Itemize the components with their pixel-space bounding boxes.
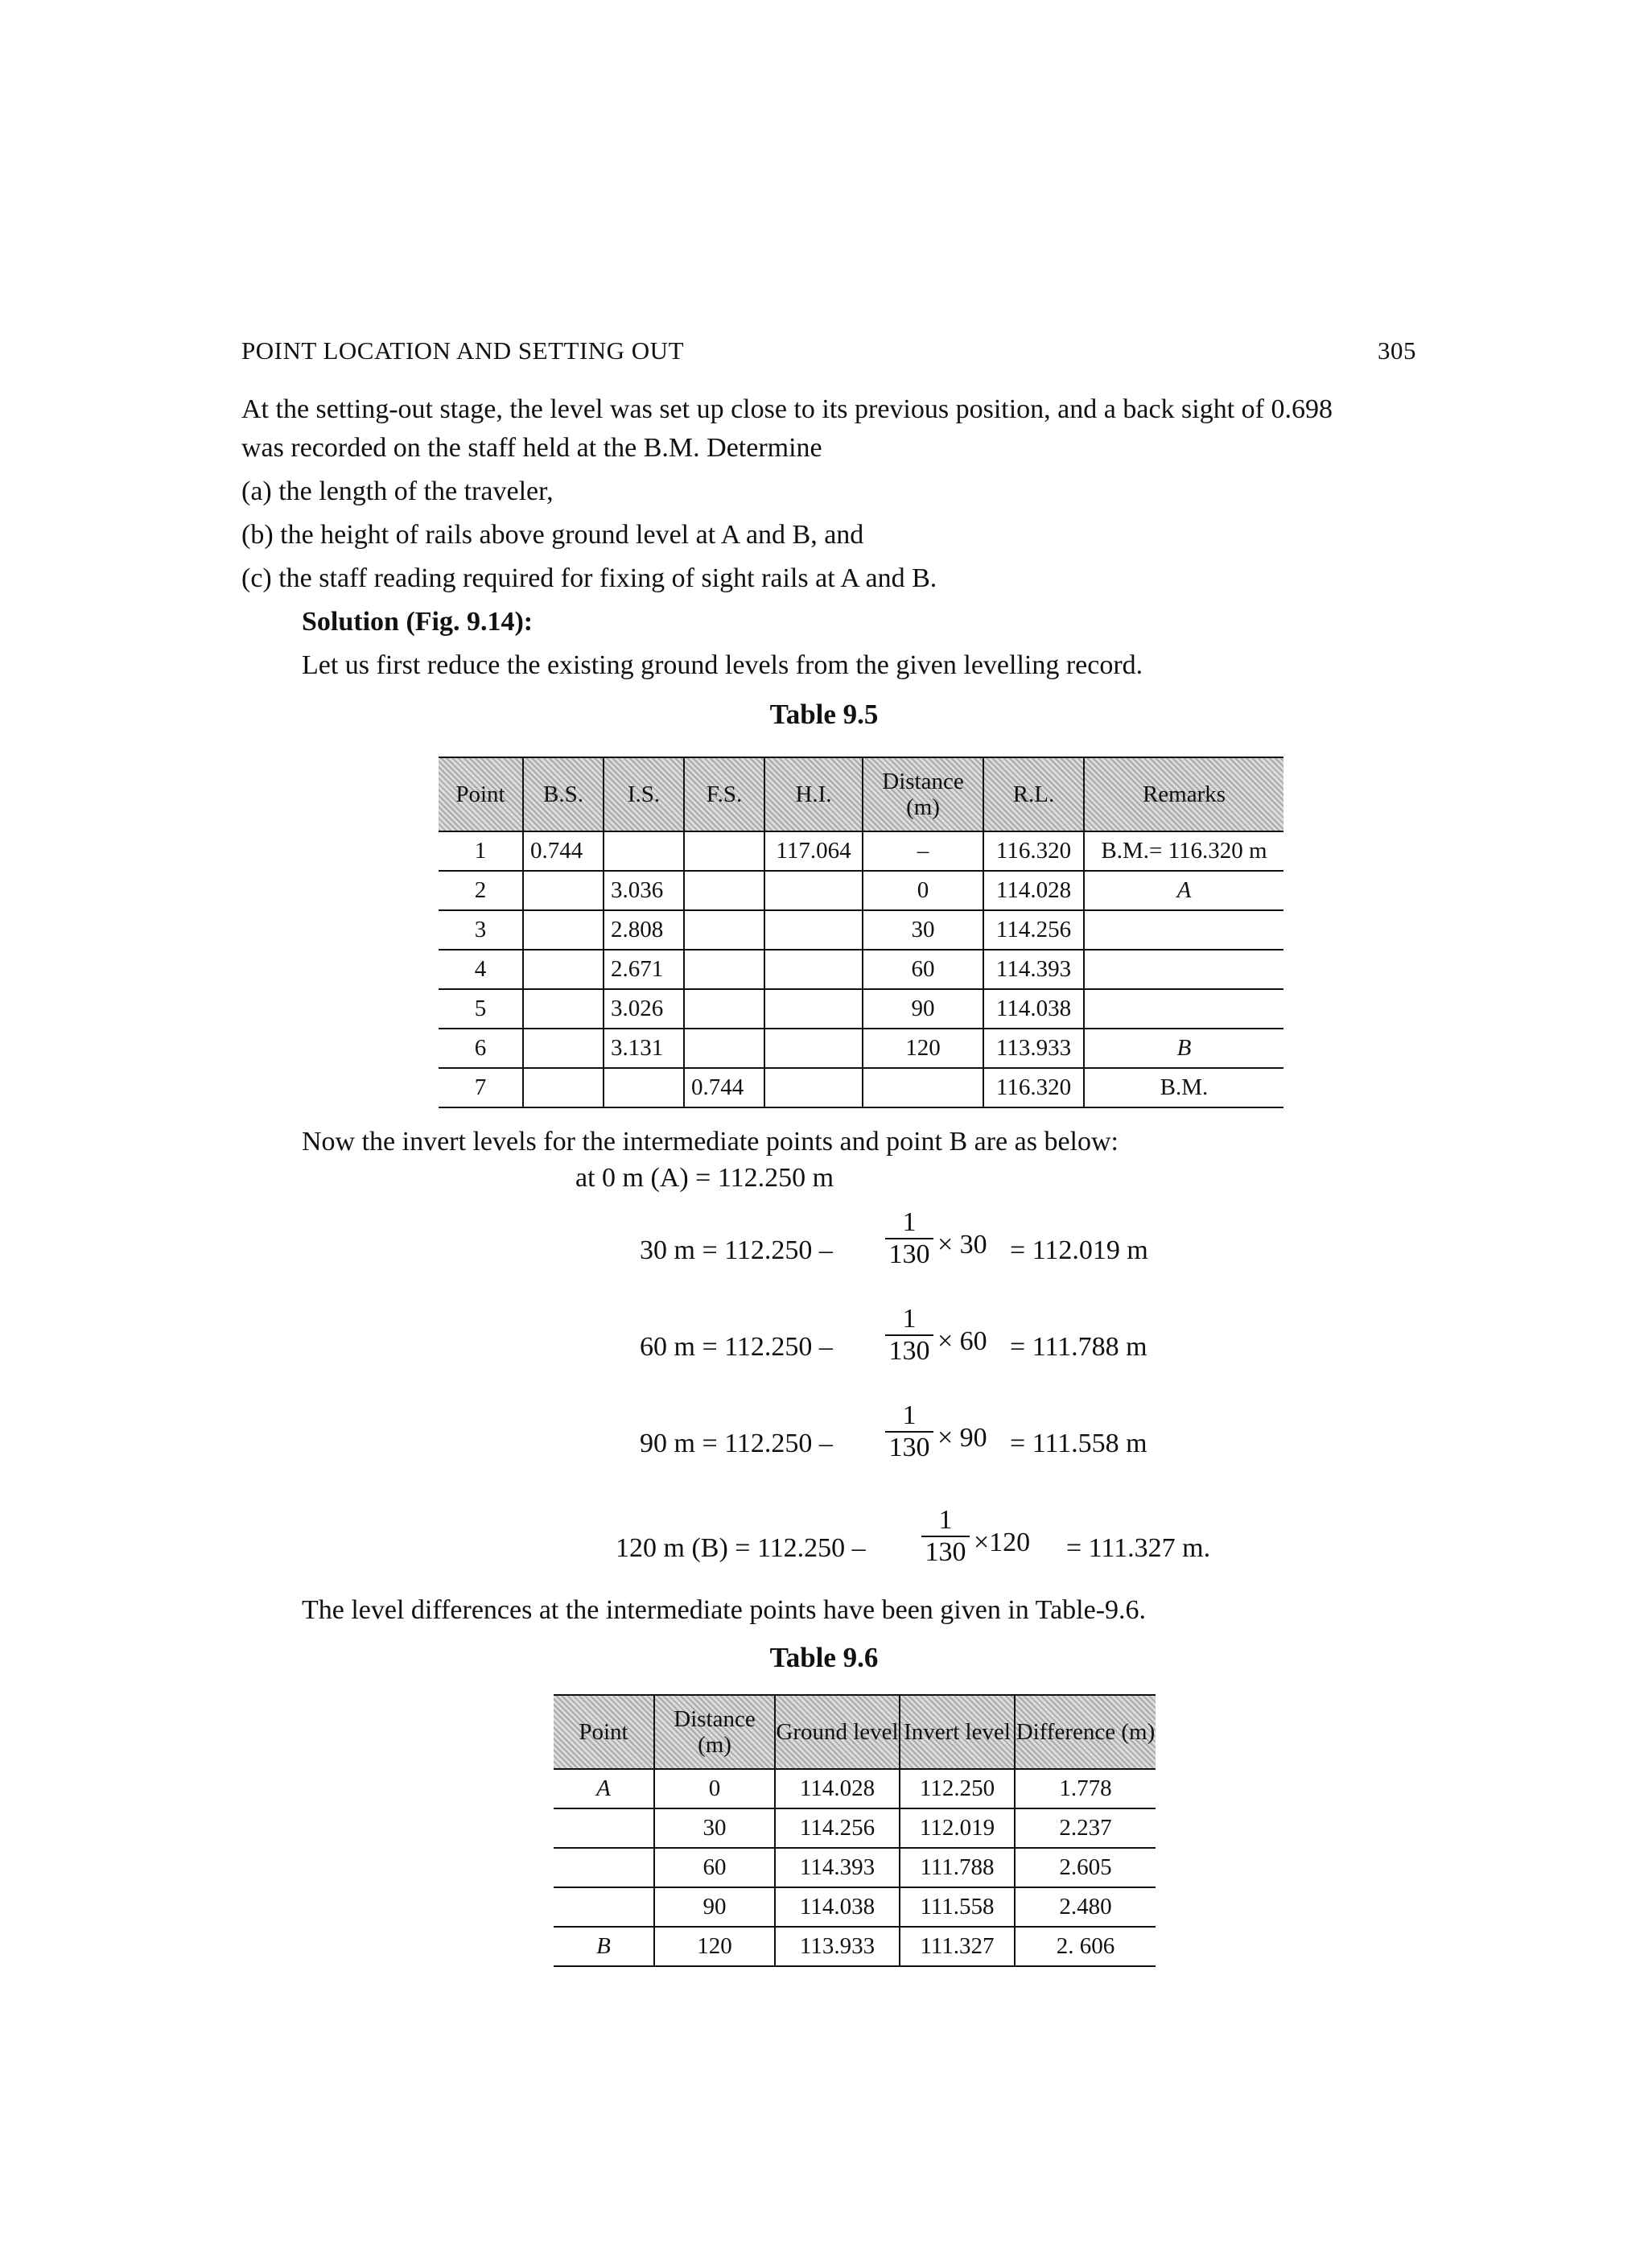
table-row	[439, 989, 1283, 1029]
fraction-numerator: 1	[938, 1505, 953, 1535]
equation-result: = 111.558 m	[1010, 1429, 1147, 1458]
table-row	[439, 1068, 1283, 1107]
header-cell: Distance (m)	[654, 1695, 775, 1769]
fraction-denominator: 130	[888, 1239, 930, 1269]
page-number: 305	[1378, 336, 1416, 365]
table-cell	[764, 910, 863, 950]
table-cell: B	[1084, 1029, 1283, 1068]
table-cell: 60	[863, 950, 983, 989]
table-row	[439, 910, 1283, 950]
table-cell: 120	[863, 1029, 983, 1068]
equation-result: = 111.788 m	[1010, 1332, 1147, 1362]
table-cell: 114.256	[983, 910, 1084, 950]
invert-level-a: at 0 m (A) = 112.250 m	[575, 1163, 834, 1193]
intro-line-2: was recorded on the staff held at the B.M. Determine	[241, 433, 822, 463]
header-cell: F.S.	[684, 757, 764, 831]
table-cell: 116.320	[983, 1068, 1084, 1107]
table-cell	[604, 831, 684, 871]
table-cell: 2.671	[604, 950, 684, 989]
header-cell: Distance (m)	[863, 757, 983, 831]
table-cell: 1.778	[1015, 1769, 1156, 1808]
table-cell: 90	[863, 989, 983, 1029]
equation-lhs: 60 m = 112.250 –	[640, 1332, 833, 1362]
table-cell: 2.605	[1015, 1848, 1156, 1887]
table-cell	[523, 1068, 604, 1107]
question-b: (b) the height of rails above ground level at A and B, and	[241, 520, 864, 550]
table-cell: –	[863, 831, 983, 871]
table-cell	[684, 950, 764, 989]
question-c: (c) the staff reading required for fixing of sight rails at A and B.	[241, 563, 937, 593]
equation-lhs: 30 m = 112.250 –	[640, 1235, 833, 1265]
table-row	[554, 1887, 1156, 1927]
table-cell	[764, 871, 863, 910]
table-cell	[684, 1029, 764, 1068]
table-cell: 2.480	[1015, 1887, 1156, 1927]
equation-multiplier: × 90	[937, 1423, 987, 1453]
header-cell: Remarks	[1084, 757, 1283, 831]
table-9-6	[554, 1694, 1156, 1967]
table-cell: 6	[439, 1029, 523, 1068]
table-cell: 3	[439, 910, 523, 950]
table-cell: 1	[439, 831, 523, 871]
solution-heading: Solution (Fig. 9.14):	[302, 607, 534, 637]
table-cell: 3.026	[604, 989, 684, 1029]
fraction	[885, 1400, 933, 1463]
table-cell: 3.131	[604, 1029, 684, 1068]
fraction	[885, 1207, 933, 1270]
header-cell: B.S.	[523, 757, 604, 831]
table-cell: 112.019	[900, 1808, 1015, 1848]
fraction	[885, 1304, 933, 1367]
header-cell: Point	[554, 1695, 654, 1769]
table-cell: 113.933	[775, 1927, 900, 1966]
table-cell: 2.808	[604, 910, 684, 950]
table-cell	[1084, 910, 1283, 950]
table-cell	[554, 1808, 654, 1848]
table-header-row	[554, 1695, 1156, 1769]
table-cell: 2	[439, 871, 523, 910]
table-cell: B.M.= 116.320 m	[1084, 831, 1283, 871]
table-row	[554, 1848, 1156, 1887]
table-cell	[764, 989, 863, 1029]
table-cell	[554, 1887, 654, 1927]
header-cell: Ground level	[775, 1695, 900, 1769]
equation-multiplier: ×120	[974, 1528, 1031, 1557]
table-cell: 0.744	[523, 831, 604, 871]
table-cell: 114.256	[775, 1808, 900, 1848]
table-cell: 113.933	[983, 1029, 1084, 1068]
table-row	[554, 1808, 1156, 1848]
table-cell: 114.038	[983, 989, 1084, 1029]
table-row	[439, 831, 1283, 871]
table-cell	[684, 831, 764, 871]
table-9-6-caption: Table 9.6	[769, 1642, 879, 1673]
table-cell: 111.327	[900, 1927, 1015, 1966]
table-cell: A	[1084, 871, 1283, 910]
table-cell	[523, 989, 604, 1029]
table-cell	[1084, 950, 1283, 989]
table-cell: 4	[439, 950, 523, 989]
equation-result: = 111.327 m.	[1066, 1533, 1211, 1563]
table-cell: 0.744	[684, 1068, 764, 1107]
table-cell: 2.237	[1015, 1808, 1156, 1848]
level-differences-text: The level differences at the intermediate points have been given in Table-9.6.	[302, 1595, 1147, 1625]
table-9-5	[439, 757, 1283, 1108]
question-a: (a) the length of the traveler,	[241, 476, 554, 506]
header-cell: Invert level	[900, 1695, 1015, 1769]
table-row	[554, 1927, 1156, 1966]
solution-text: Let us first reduce the existing ground levels from the given levelling record.	[302, 650, 1143, 680]
equation-multiplier: × 60	[937, 1326, 987, 1356]
table-cell: 30	[863, 910, 983, 950]
table-cell: A	[554, 1769, 654, 1808]
fraction-numerator: 1	[902, 1304, 917, 1334]
table-cell	[764, 950, 863, 989]
fraction-denominator: 130	[925, 1537, 966, 1567]
chapter-title: POINT LOCATION AND SETTING OUT	[241, 336, 685, 365]
header-cell: I.S.	[604, 757, 684, 831]
table-cell	[523, 1029, 604, 1068]
table-cell	[684, 910, 764, 950]
table-cell	[684, 871, 764, 910]
equation-multiplier: × 30	[937, 1230, 987, 1260]
table-cell	[604, 1068, 684, 1107]
table-cell: 0	[863, 871, 983, 910]
header-cell: Point	[439, 757, 523, 831]
equation-lhs: 90 m = 112.250 –	[640, 1429, 833, 1458]
table-cell	[764, 1068, 863, 1107]
table-cell	[523, 910, 604, 950]
table-cell: 114.028	[983, 871, 1084, 910]
table-cell	[863, 1068, 983, 1107]
equation-lhs: 120 m (B) = 112.250 –	[616, 1533, 866, 1563]
table-cell	[764, 1029, 863, 1068]
table-cell: 60	[654, 1848, 775, 1887]
fraction	[921, 1505, 970, 1568]
table-cell: 112.250	[900, 1769, 1015, 1808]
table-cell: 5	[439, 989, 523, 1029]
fraction-denominator: 130	[888, 1336, 930, 1366]
table-row	[439, 1029, 1283, 1068]
table-header-row	[439, 757, 1283, 831]
invert-levels-intro: Now the invert levels for the intermediate points and point B are as below:	[302, 1127, 1119, 1157]
table-row	[439, 950, 1283, 989]
header-cell: R.L.	[983, 757, 1084, 831]
table-cell	[1084, 989, 1283, 1029]
table-cell: 2. 606	[1015, 1927, 1156, 1966]
table-row	[439, 871, 1283, 910]
table-cell: 30	[654, 1808, 775, 1848]
equation-result: = 112.019 m	[1010, 1235, 1148, 1265]
table-cell: 114.038	[775, 1887, 900, 1927]
table-row	[554, 1769, 1156, 1808]
table-cell: 111.788	[900, 1848, 1015, 1887]
table-cell: 117.064	[764, 831, 863, 871]
table-cell: 120	[654, 1927, 775, 1966]
table-cell	[523, 871, 604, 910]
table-cell: B	[554, 1927, 654, 1966]
table-cell: 7	[439, 1068, 523, 1107]
table-cell	[684, 989, 764, 1029]
header-cell: Difference (m)	[1015, 1695, 1156, 1769]
table-cell: 3.036	[604, 871, 684, 910]
table-cell: 114.028	[775, 1769, 900, 1808]
fraction-numerator: 1	[902, 1400, 917, 1430]
table-cell: 90	[654, 1887, 775, 1927]
intro-line-1: At the setting-out stage, the level was set up close to its previous position, and a back sight of 0.698	[241, 394, 1333, 424]
fraction-denominator: 130	[888, 1433, 930, 1462]
header-cell: H.I.	[764, 757, 863, 831]
table-cell	[523, 950, 604, 989]
table-cell: 114.393	[775, 1848, 900, 1887]
table-cell: 114.393	[983, 950, 1084, 989]
table-cell: 0	[654, 1769, 775, 1808]
table-cell: B.M.	[1084, 1068, 1283, 1107]
table-cell: 116.320	[983, 831, 1084, 871]
fraction-numerator: 1	[902, 1207, 917, 1237]
table-cell	[554, 1848, 654, 1887]
table-cell: 111.558	[900, 1887, 1015, 1927]
table-9-5-caption: Table 9.5	[769, 699, 879, 730]
